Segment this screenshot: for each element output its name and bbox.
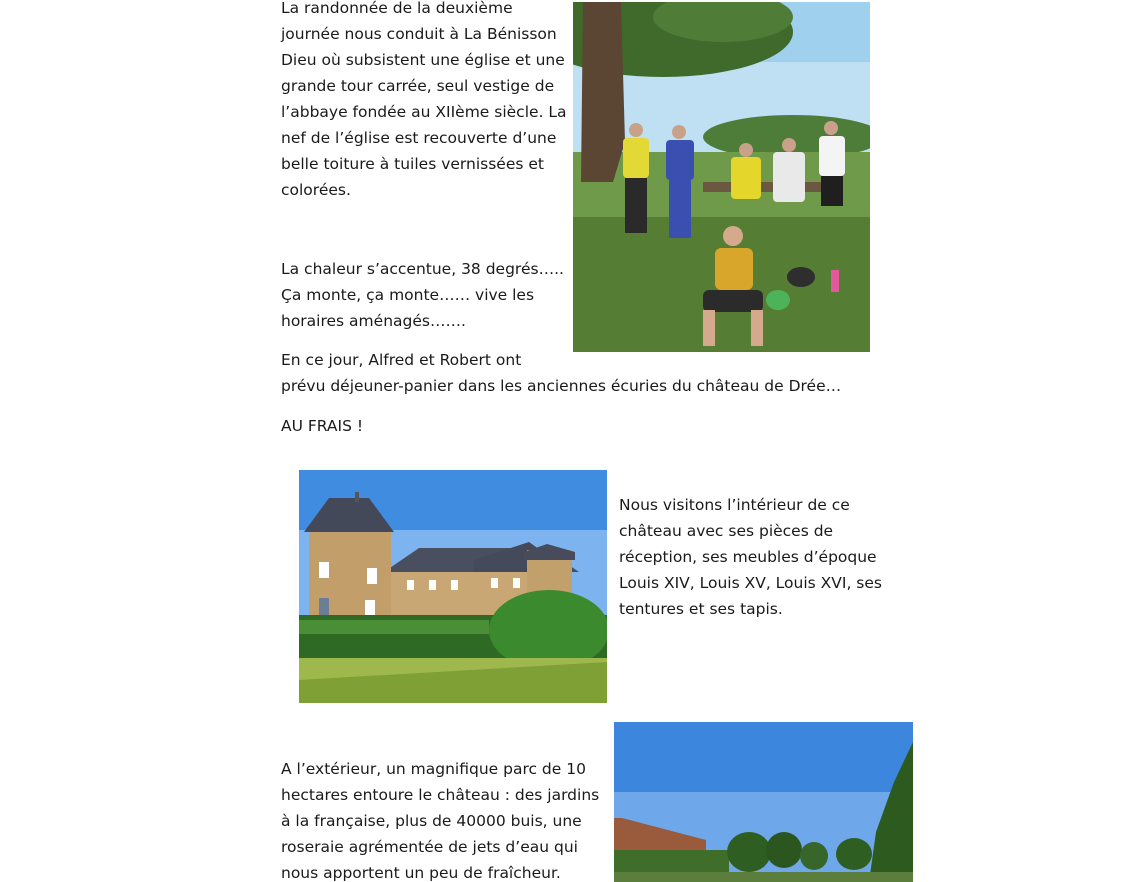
text-line: nef de l’église est recouverte d’une (281, 129, 557, 147)
text-line: tentures et ses tapis. (619, 600, 783, 618)
text-line: journée nous conduit à La Bénisson (281, 25, 557, 43)
text-line: En ce jour, Alfred et Robert ont (281, 351, 522, 369)
text-line: roseraie agrémentée de jets d’eau qui (281, 838, 578, 856)
photo-jardins (614, 722, 913, 882)
paragraph-parc (281, 756, 599, 882)
text-line: prévu déjeuner-panier dans les anciennes écuries du château de Drée… (281, 377, 842, 395)
text-line: l’abbaye fondée au XIIème siècle. La (281, 103, 567, 121)
text-line: AU FRAIS ! (281, 417, 364, 435)
text-line: hectares entoure le château : des jardins (281, 786, 600, 804)
paragraph-benisson-dieu (281, 0, 567, 203)
photo-chateau-de-dree (299, 470, 607, 703)
text-line: La randonnée de la deuxième (281, 0, 513, 17)
text-line: nous apportent un peu de fraîcheur. (281, 864, 561, 882)
text-line: réception, ses meubles d’époque (619, 548, 877, 566)
paragraph-visite-chateau (619, 492, 882, 622)
text-line: grande tour carrée, seul vestige de (281, 77, 555, 95)
paragraph-chaleur (281, 256, 564, 334)
paragraph-dejeuner (281, 347, 841, 399)
text-line: horaires aménagés……. (281, 312, 466, 330)
text-line: La chaleur s’accentue, 38 degrés….. (281, 260, 564, 278)
text-line: belle toiture à tuiles vernissées et (281, 155, 544, 173)
text-line: à la française, plus de 40000 buis, une (281, 812, 582, 830)
text-line: colorées. (281, 181, 351, 199)
text-line: A l’extérieur, un magnifique parc de 10 (281, 760, 586, 778)
photo-cyclists-picnic (573, 2, 870, 352)
text-line: Louis XIV, Louis XV, Louis XVI, ses (619, 574, 882, 592)
text-line: Dieu où subsistent une église et une (281, 51, 565, 69)
text-line: Ça monte, ça monte…… vive les (281, 286, 535, 304)
paragraph-au-frais (281, 413, 363, 439)
text-line: Nous visitons l’intérieur de ce (619, 496, 850, 514)
text-line: château avec ses pièces de (619, 522, 834, 540)
